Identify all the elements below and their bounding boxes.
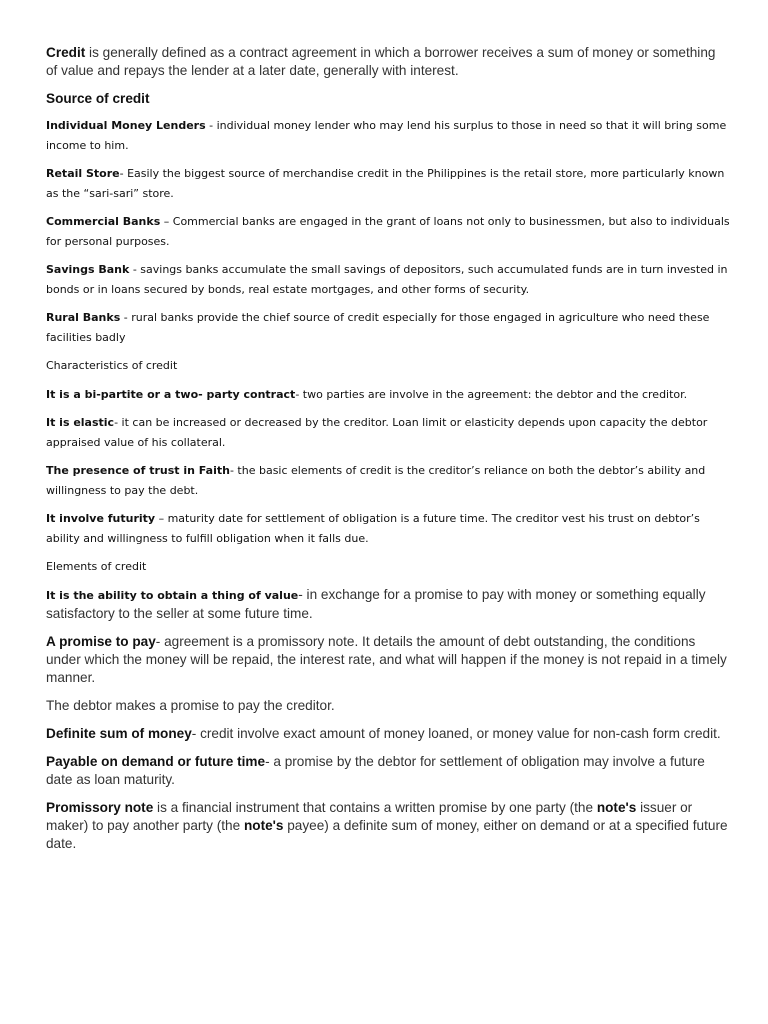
note-text: payee) a definite sum of money, either on demand or at a specified future date. xyxy=(46,817,728,851)
characteristic-text: - it can be increased or decreased by the creditor. Loan limit or elasticity depends upon capacity the debtor appraised value of his collateral. xyxy=(46,416,708,449)
source-item xyxy=(46,308,730,347)
source-item xyxy=(46,260,730,299)
note-text: is a financial instrument that contains a written promise by one party (the xyxy=(153,799,597,815)
note-text: issuer or maker) to pay another party (the xyxy=(46,799,693,833)
promissory-note-paragraph xyxy=(46,799,730,853)
source-term: Savings Bank xyxy=(46,263,130,276)
note-bold: note's xyxy=(596,799,637,815)
heading-characteristics: Characteristics of credit xyxy=(46,359,178,372)
intro-text: is generally defined as a contract agreement in which a borrower receives a sum of money or something of value and repays the lender at a later date, generally with interest. xyxy=(46,45,716,78)
document-page xyxy=(46,44,730,853)
source-item xyxy=(46,212,730,251)
source-text: - Easily the biggest source of merchandise credit in the Philippines is the retail store, more particularly known as the “sari-sari” store. xyxy=(46,167,725,200)
element-term: Definite sum of money xyxy=(46,725,192,741)
source-term: Retail Store xyxy=(46,167,120,180)
element-text: - agreement is a promissory note. It details the amount of debt outstanding, the conditions under which the money will be repaid, the interest rate, and what will happen if the money is not repaid in a timely manner. xyxy=(46,633,727,685)
element-text: - credit involve exact amount of money loaned, or money value for non-cash form credit. xyxy=(191,725,721,741)
debtor-line: The debtor makes a promise to pay the creditor. xyxy=(46,697,335,713)
element-term: It is the ability to obtain a thing of value xyxy=(46,588,299,602)
characteristic-text: - the basic elements of credit is the creditor’s reliance on both the debtor’s ability and willingness to pay the debt. xyxy=(46,464,706,497)
characteristic-item xyxy=(46,509,730,548)
element-item xyxy=(46,633,730,687)
heading-source-of-credit: Source of credit xyxy=(46,91,150,106)
source-term: Commercial Banks xyxy=(46,215,161,228)
characteristic-item xyxy=(46,461,730,500)
source-term: Individual Money Lenders xyxy=(46,119,206,132)
element-term: Payable on demand or future time xyxy=(46,753,266,769)
source-text: - individual money lender who may lend his surplus to those in need so that it will bring some income to him. xyxy=(46,119,727,152)
source-text: - savings banks accumulate the small savings of depositors, such accumulated funds are in turn invested in bonds or in loans secured by bonds, real estate mortgages, and other forms of security. xyxy=(46,263,728,296)
source-text: – Commercial banks are engaged in the grant of loans not only to businessmen, but also to individuals for personal purposes. xyxy=(46,215,730,248)
element-term: Promissory note xyxy=(46,799,154,815)
element-item xyxy=(46,586,730,623)
source-item xyxy=(46,116,730,155)
element-text: - a promise by the debtor for settlement of obligation may involve a future date as loan maturity. xyxy=(46,753,705,787)
element-term: A promise to pay xyxy=(46,633,156,649)
element-item xyxy=(46,725,730,743)
note-bold: note's xyxy=(243,817,284,833)
characteristic-term: It is a bi-partite or a two- party contract xyxy=(46,387,296,401)
characteristic-term: The presence of trust in Faith xyxy=(46,464,230,477)
element-text: - in exchange for a promise to pay with money or something equally satisfactory to the seller at some future time. xyxy=(46,586,706,621)
element-item xyxy=(46,753,730,789)
source-text: - rural banks provide the chief source of credit especially for those engaged in agriculture who need these facilities badly xyxy=(46,311,710,344)
characteristic-text: – maturity date for settlement of obligation is a future time. The creditor vest his trust on debtor’s ability and willingness to fulfill obligation when it falls due. xyxy=(46,512,700,545)
characteristic-term: It involve futurity xyxy=(46,512,156,525)
characteristic-term: It is elastic xyxy=(46,416,115,429)
intro-term: Credit xyxy=(46,45,86,60)
characteristic-text: - two parties are involve in the agreement: the debtor and the creditor. xyxy=(295,387,688,401)
source-item xyxy=(46,164,730,203)
intro-paragraph xyxy=(46,44,730,80)
source-term: Rural Banks xyxy=(46,311,121,324)
characteristic-item xyxy=(46,413,730,452)
characteristic-item xyxy=(46,385,730,405)
heading-elements: Elements of credit xyxy=(46,560,147,573)
